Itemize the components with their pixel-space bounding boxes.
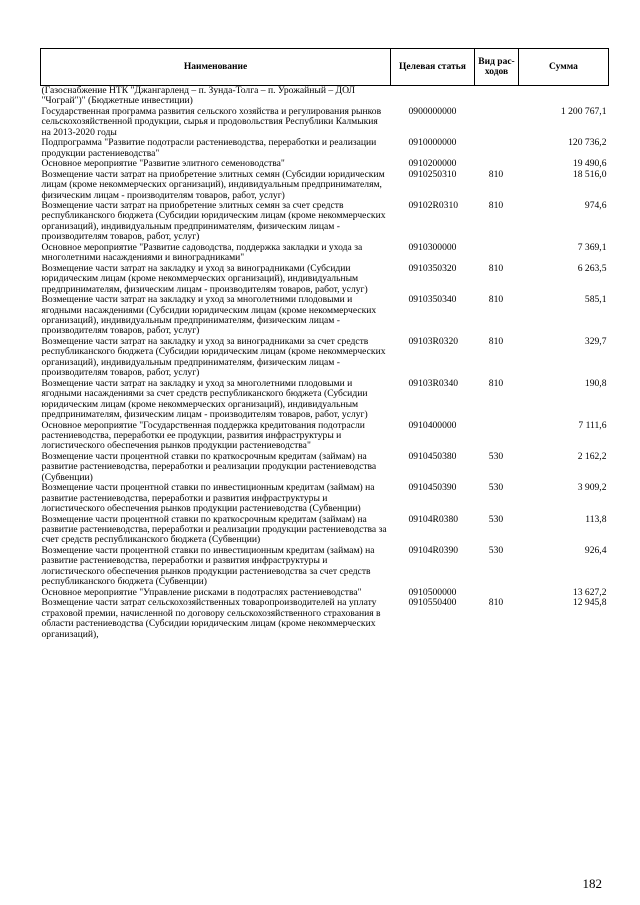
cell-target-article: 0910450390 [408,482,457,494]
cell-expense-type [475,86,519,107]
table-row [41,452,609,483]
table-row [41,337,609,379]
cell-name: Возмещение части процентной ставки по краткосрочным кредитам (займам) на развитие растениеводства, переработки и реализации продукции растениеводства за счет средств республиканского бюджета (Субвенции) [41,513,387,546]
cell-sum: 7 369,1 [577,241,607,253]
cell-sum: 329,7 [584,335,607,347]
table-row [41,201,609,243]
header-name: Наименование [41,49,391,86]
cell-sum: 120 736,2 [568,137,607,149]
cell-target-article: 0910250310 [408,168,457,180]
header-target-article: Целевая статья [391,49,475,86]
cell-target-article: 0910450380 [408,450,457,462]
cell-name: Основное мероприятие "Государственная поддержка кредитования подотрасли растениеводства, переработки ее продукции, развития инфраструктуры и логистического обеспечения рынков продукции растениеводства" [41,419,365,452]
cell-expense-type [475,421,519,452]
table-row [41,379,609,421]
cell-name: Основное мероприятие "Управление рисками в подотраслях растениеводства" [41,586,362,598]
cell-target-article: 09103R0320 [408,335,459,347]
table-row [41,598,609,640]
cell-sum: 113,8 [585,513,607,525]
cell-sum: 18 516,0 [572,168,607,180]
cell-expense-type: 810 [488,335,504,347]
cell-sum: 7 111,6 [578,419,607,431]
cell-name: Основное мероприятие "Развитие элитного семеноводства" [41,158,285,170]
cell-sum: 585,1 [584,294,607,306]
table-header [41,49,609,86]
cell-sum: 926,4 [584,544,607,556]
cell-target-article: 0910400000 [408,419,457,431]
cell-target-article: 0910350320 [408,262,457,274]
cell-expense-type [475,107,519,138]
page-number: 182 [582,876,602,891]
cell-name: Государственная программа развития сельского хозяйства и регулирования рынков сельскохозяйственной продукции, сырья и продовольствия Республики Калмыкия на 2013-2020 годы [41,105,382,138]
table-row [41,264,609,295]
cell-sum: 974,6 [584,199,607,211]
cell-target-article: 09104R0380 [408,513,459,525]
cell-expense-type: 810 [488,377,504,389]
cell-target-article: 0910350340 [408,294,457,306]
table-row [41,107,609,138]
cell-target-article: 09102R0310 [408,199,459,211]
cell-name: Возмещение части затрат на приобретение элитных семян за счет средств республиканского бюджета (Субсидии юридическим лицам (кроме некоммерческих организаций), индивидуальным предпринимателям, физическим лицам - производителям товаров, работ, услуг) [41,199,386,243]
cell-target-article: 0900000000 [408,105,457,117]
cell-expense-type: 530 [488,544,504,556]
cell-expense-type: 810 [488,168,504,180]
cell-target-article: 0910000000 [408,137,457,149]
cell-expense-type: 530 [488,482,504,494]
cell-name: Возмещение части процентной ставки по инвестиционным кредитам (займам) на развитие растениеводства, переработки и развития инфраструктуры и логистического обеспечения рынков продукции растениеводства за счет средств республиканского бюджета (Субвенции) [41,544,375,588]
header-expense-type: Вид рас-ходов [475,49,519,86]
cell-target-article: 0910550400 [408,597,457,609]
cell-target-article: 0910200000 [408,158,457,170]
cell-sum [519,86,609,107]
cell-name: Подпрограмма "Развитие подотрасли растениеводства, переработки и реализации продукции растениеводства" [41,137,377,159]
cell-name: Возмещение части затрат на закладку и уход за многолетними плодовыми и ягодными насаждениями (Субсидии юридическим лицам (кроме некоммерческих организаций), индивидуальным предпринимателям, физическим лицам - производителям товаров, работ, услуг) [41,294,377,337]
cell-name: (Газоснабжение НТК "Джангарленд – п. Зунда-Толга – п. Урожайный – ДОЛ "Чограй")" (Бюджетные инвестиции) [41,85,356,107]
budget-table-page [40,48,608,640]
table-row [41,515,609,546]
table-row [41,138,609,159]
table-row [41,295,609,337]
budget-table [40,48,609,640]
cell-expense-type: 810 [488,262,504,274]
cell-sum: 190,8 [584,377,607,389]
cell-target-article: 09103R0340 [408,377,459,389]
cell-sum: 19 490,6 [572,158,607,170]
table-row [41,243,609,264]
cell-name: Основное мероприятие "Развитие садоводства, поддержка закладки и ухода за многолетними насаждениями и виноградниками" [41,241,363,264]
cell-sum: 3 909,2 [577,482,607,494]
cell-expense-type [475,243,519,264]
table-row [41,546,609,588]
cell-sum: 6 263,5 [577,262,607,274]
cell-expense-type: 810 [488,294,504,306]
table-row [41,421,609,452]
table-row [41,483,609,514]
cell-name: Возмещение части затрат сельскохозяйственных товаропроизводителей на уплату страховой премии, начисленной по договору сельскохозяйственного страхования в области растениеводства (Субсидии юридическим лицам (кроме некоммерческих организаций), [41,597,381,640]
cell-expense-type: 810 [488,597,504,609]
cell-sum: 12 945,8 [572,597,607,609]
cell-target-article: 0910300000 [408,241,457,253]
cell-sum: 2 162,2 [577,450,607,462]
cell-expense-type [475,138,519,159]
cell-name: Возмещение части процентной ставки по инвестиционным кредитам (займам) на развитие растениеводства, переработки и развития инфраструктуры и логистического обеспечения рынков продукции растениеводства (Субвенции) [41,482,375,515]
header-sum: Сумма [519,49,609,86]
cell-name: Возмещение части затрат на закладку и уход за многолетними плодовыми и ягодными насаждениями за счет средств республиканского бюджета (Субсидии юридическим лицам (кроме некоммерческих организаций), индивидуальным предпринимателям, физическим лицам - производителям товаров, работ, услуг) [41,377,368,421]
cell-name: Возмещение части затрат на закладку и уход за виноградниками за счет средств республиканского бюджета (Субсидии юридическим лицам (кроме некоммерческих организаций), индивидуальным предпринимателям, физическим лицам - производителям товаров, работ, услуг) [41,335,386,379]
cell-name: Возмещение части затрат на приобретение элитных семян (Субсидии юридическим лицам (кроме некоммерческих организаций), индивидуальным предпринимателям, физическим лицам - производителям товаров, работ, услуг) [41,168,385,201]
cell-expense-type: 810 [488,199,504,211]
cell-sum: 13 627,2 [572,586,607,598]
table-row [41,170,609,201]
cell-name: Возмещение части затрат на закладку и уход за виноградниками (Субсидии юридическим лицам (кроме некоммерческих организаций), индивидуальным предпринимателям, физическим лицам - производителям товаров, работ, услуг) [41,262,368,295]
cell-target-article: 0910500000 [408,586,457,598]
cell-expense-type: 530 [488,513,504,525]
cell-sum: 1 200 767,1 [560,105,607,117]
cell-target-article [391,86,475,107]
table-body [41,86,609,641]
cell-expense-type: 530 [488,450,504,462]
table-row [41,86,609,107]
cell-target-article: 09104R0390 [408,544,459,556]
cell-name: Возмещение части процентной ставки по краткосрочным кредитам (займам) на развитие растениеводства, переработки и реализации продукции растениеводства (Субвенции) [41,450,377,483]
